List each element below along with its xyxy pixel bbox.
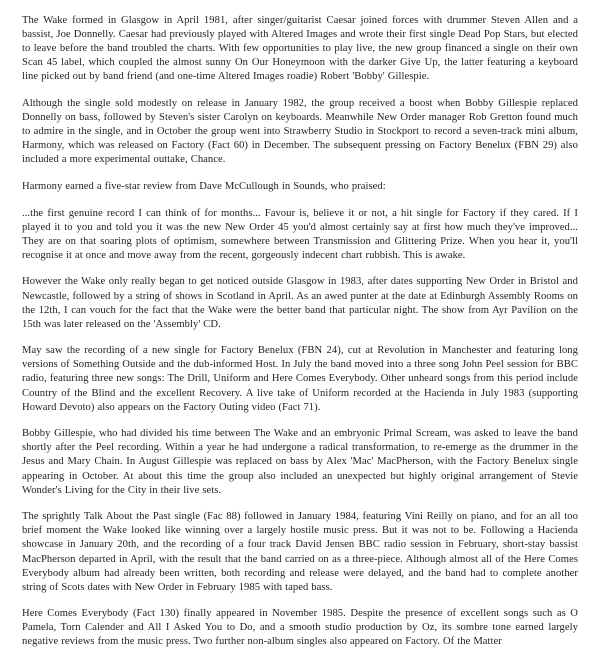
paragraph: The sprightly Talk About the Past single (Fac 88) followed in January 1984, featuring Vini Reilly on piano, and for an all too brief moment the Wake looked like winning over a largely hostile music press. But it was not to be. Following a Hacienda showcase in January 20th, and the recording of a four track David Jensen BBC radio session in February, short-stay bassist MacPherson departed in April, with the result that the band carried on as a three-piece. Although almost all of the Here Comes Everybody album had already been written, both recording and release were delayed, and the band had to complete another string of Scots dates with New Order in February 1985 with taped bass. [22, 511, 578, 593]
paragraph-quote: ...the first genuine record I can think of for months... Favour is, believe it or not, a hit single for Factory if they cared. If I played it to you and told you it was the new New Order 45 you'd almost certainly say at first how much they've improved... They are on that soaring plots of optimism, somewhere between Transmission and Glittering Prize. When you hear it, you'll recognise it at once and move away from the recent, gorgeously indecent chart rubbish. This is awake. [22, 207, 578, 261]
paragraph: However the Wake only really began to get noticed outside Glasgow in 1983, after dates supporting New Order in Bristol and Newcastle, followed by a string of shows in Scotland in April. As an awed punter at the date at Edinburgh Assembly Rooms on the 12th, I can vouch for the fact that the Wake were the better band that particular night. The show from Ayr Pavilion on the 15th was later released on the 'Assembly' CD. [22, 276, 578, 330]
paragraph: Although the single sold modestly on release in January 1982, the group received a boost when Bobby Gillespie replaced Donnelly on bass, followed by Steven's sister Carolyn on keyboards. Meanwhile New Order manager Rob Gretton found much to admire in the single, and in October the group went into Strawberry Studio in Stockport to record a seven-track mini album, Harmony, which was released on Factory (Fact 60) in December. The subsequent pressing on Factory Benelux (FBN 29) also included a more experimental outtake, Chance. [22, 97, 578, 166]
paragraph: Bobby Gillespie, who had divided his time between The Wake and an embryonic Primal Scream, was asked to leave the band shortly after the Peel recording. Within a year he had undergone a radical transformation, to re-emerge as the drummer in the Jesus and Mary Chain. In August Gillespie was replaced on bass by Alex 'Mac' MacPherson, with the Factory Benelux single appearing in October. At about this time the group also included an unexpected but highly original arrangement of Stevie Wonder's Living for the City in their live sets. [22, 428, 578, 496]
paragraph: Harmony earned a five-star review from Dave McCullough in Sounds, who praised: [22, 180, 386, 192]
paragraph: Here Comes Everybody (Fact 130) finally appeared in November 1985. Despite the presence of excellent songs such as O Pamela, Torn Calender and All I Asked You to Do, and a smooth studio production by Oz, its sombre tone earned largely negative reviews from the music press. Two further non-album singles also appeared on Factory. Of the Matter [22, 608, 578, 648]
paragraph: May saw the recording of a new single for Factory Benelux (FBN 24), cut at Revolution in Manchester and featuring long versions of Something Outside and the dub-informed Host. In July the band moved into a three song John Peel session for BBC radio, featuring three new songs: The Drill, Uniform and Here Comes Everybody. Other unheard songs from this period include Country of the Blind and the excellent Recovery. A live take of Uniform recorded at the Hacienda in July 1983 (supporting Howard Devoto) also appears on the Factory Outing video (Fact 71). [22, 345, 578, 413]
paragraph: The Wake formed in Glasgow in April 1981, after singer/guitarist Caesar joined forces with drummer Steven Allen and a bassist, Joe Donnelly. Caesar had previously played with Altered Images and wrote their first single Dead Pop Stars, but elected to leave before the band troubled the charts. With few opportunities to play live, the new group financed a single on their own Scan 45 label, which coupled the almost sunny On Our Honeymoon with the darker Give Up, the latter featuring a keyboard line picked out by band friend (and one-time Altered Images roadie) Robert 'Bobby' Gillespie. [22, 15, 578, 83]
